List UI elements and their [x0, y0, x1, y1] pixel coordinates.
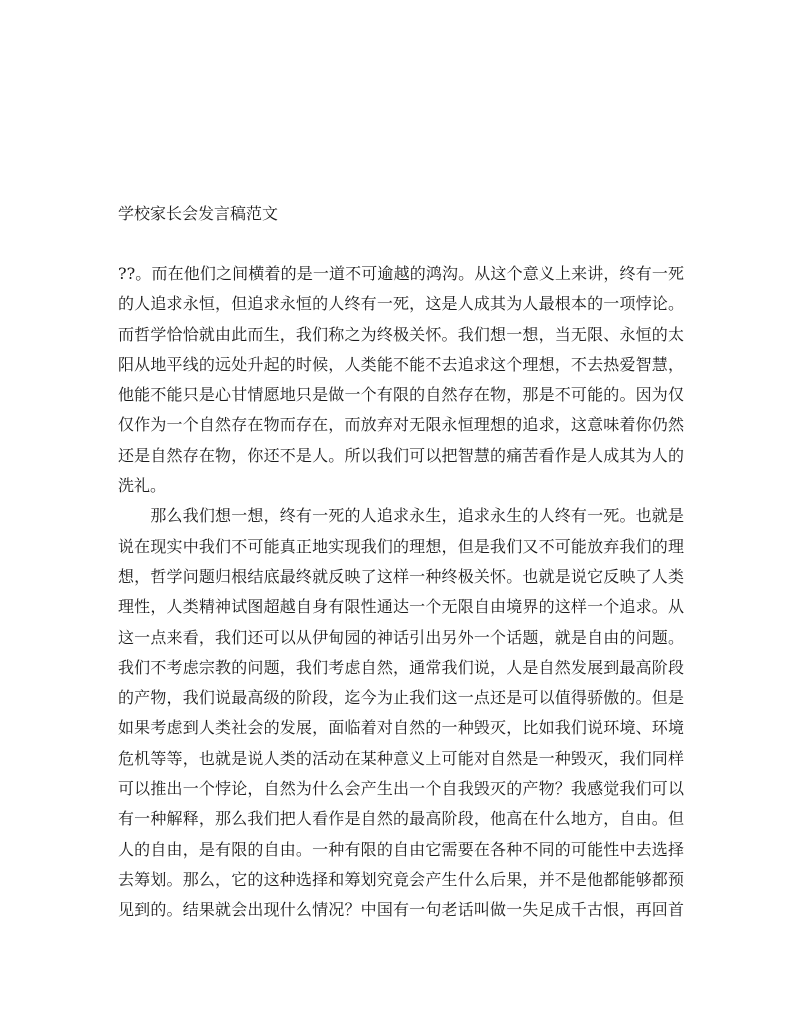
- text-line: 那么我们想一想，终有一死的人追求永生，追求永生的人终有一死。也就是: [118, 506, 684, 526]
- text-line: 洗礼。: [118, 476, 167, 496]
- text-line: 如果考虑到人类社会的发展，面临着对自然的一种毁灭，比如我们说环境、环境: [118, 718, 684, 738]
- text-line: 可以推出一个悖论，自然为什么会产生出一个自我毁灭的产物？我感觉我们可以: [118, 779, 684, 799]
- text-line: 人的自由，是有限的自由。一种有限的自由它需要在各种不同的可能性中去选择: [118, 839, 684, 859]
- text-line: 见到的。结果就会出现什么情况？中国有一句老话叫做一失足成千古恨，再回首: [118, 900, 684, 920]
- text-line: ??。而在他们之间横着的是一道不可逾越的鸿沟。从这个意义上来讲，终有一死: [118, 264, 684, 283]
- text-line: 的人追求永恒，但追求永恒的人终有一死，这是人成其为人最根本的一项悖论。: [118, 294, 684, 314]
- text-line: 我们不考虑宗教的问题，我们考虑自然，通常我们说，人是自然发展到最高阶段: [118, 657, 684, 677]
- text-line: 的产物，我们说最高级的阶段，迄今为止我们这一点还是可以值得骄傲的。但是: [118, 688, 684, 708]
- text-line: 阳从地平线的远处升起的时候，人类能不能不去追求这个理想，不去热爱智慧，: [118, 354, 684, 374]
- text-line: 这一点来看，我们还可以从伊甸园的神话引出另外一个话题，就是自由的问题。: [118, 627, 684, 647]
- text-line: 有一种解释，那么我们把人看作是自然的最高阶段，他高在什么地方，自由。但: [118, 809, 684, 829]
- document-title: 学校家长会发言稿范文: [118, 204, 279, 223]
- text-line: 而哲学恰恰就由此而生，我们称之为终极关怀。我们想一想，当无限、永恒的太: [118, 324, 684, 344]
- text-line: 危机等等，也就是说人类的活动在某种意义上可能对自然是一种毁灭，我们同样: [118, 748, 684, 768]
- text-line: 去筹划。那么，它的这种选择和筹划究竟会产生什么后果，并不是他都能够都预: [118, 869, 684, 889]
- text-line: 想，哲学问题归根结底最终就反映了这样一种终极关怀。也就是说它反映了人类: [118, 566, 684, 586]
- text-line: 理性，人类精神试图超越自身有限性通达一个无限自由境界的这样一个追求。从: [118, 597, 684, 617]
- text-line: 还是自然存在物，你还不是人。所以我们可以把智慧的痛苦看作是人成其为人的: [118, 445, 684, 465]
- text-line: 仅作为一个自然存在物而存在，而放弃对无限永恒理想的追求，这意味着你仍然: [118, 415, 684, 435]
- text-line: 说在现实中我们不可能真正地实现我们的理想，但是我们又不可能放弃我们的理: [118, 536, 684, 556]
- text-line: 他能不能只是心甘情愿地只是做一个有限的自然存在物，那是不可能的。因为仅: [118, 385, 684, 405]
- body-text: [118, 259, 684, 926]
